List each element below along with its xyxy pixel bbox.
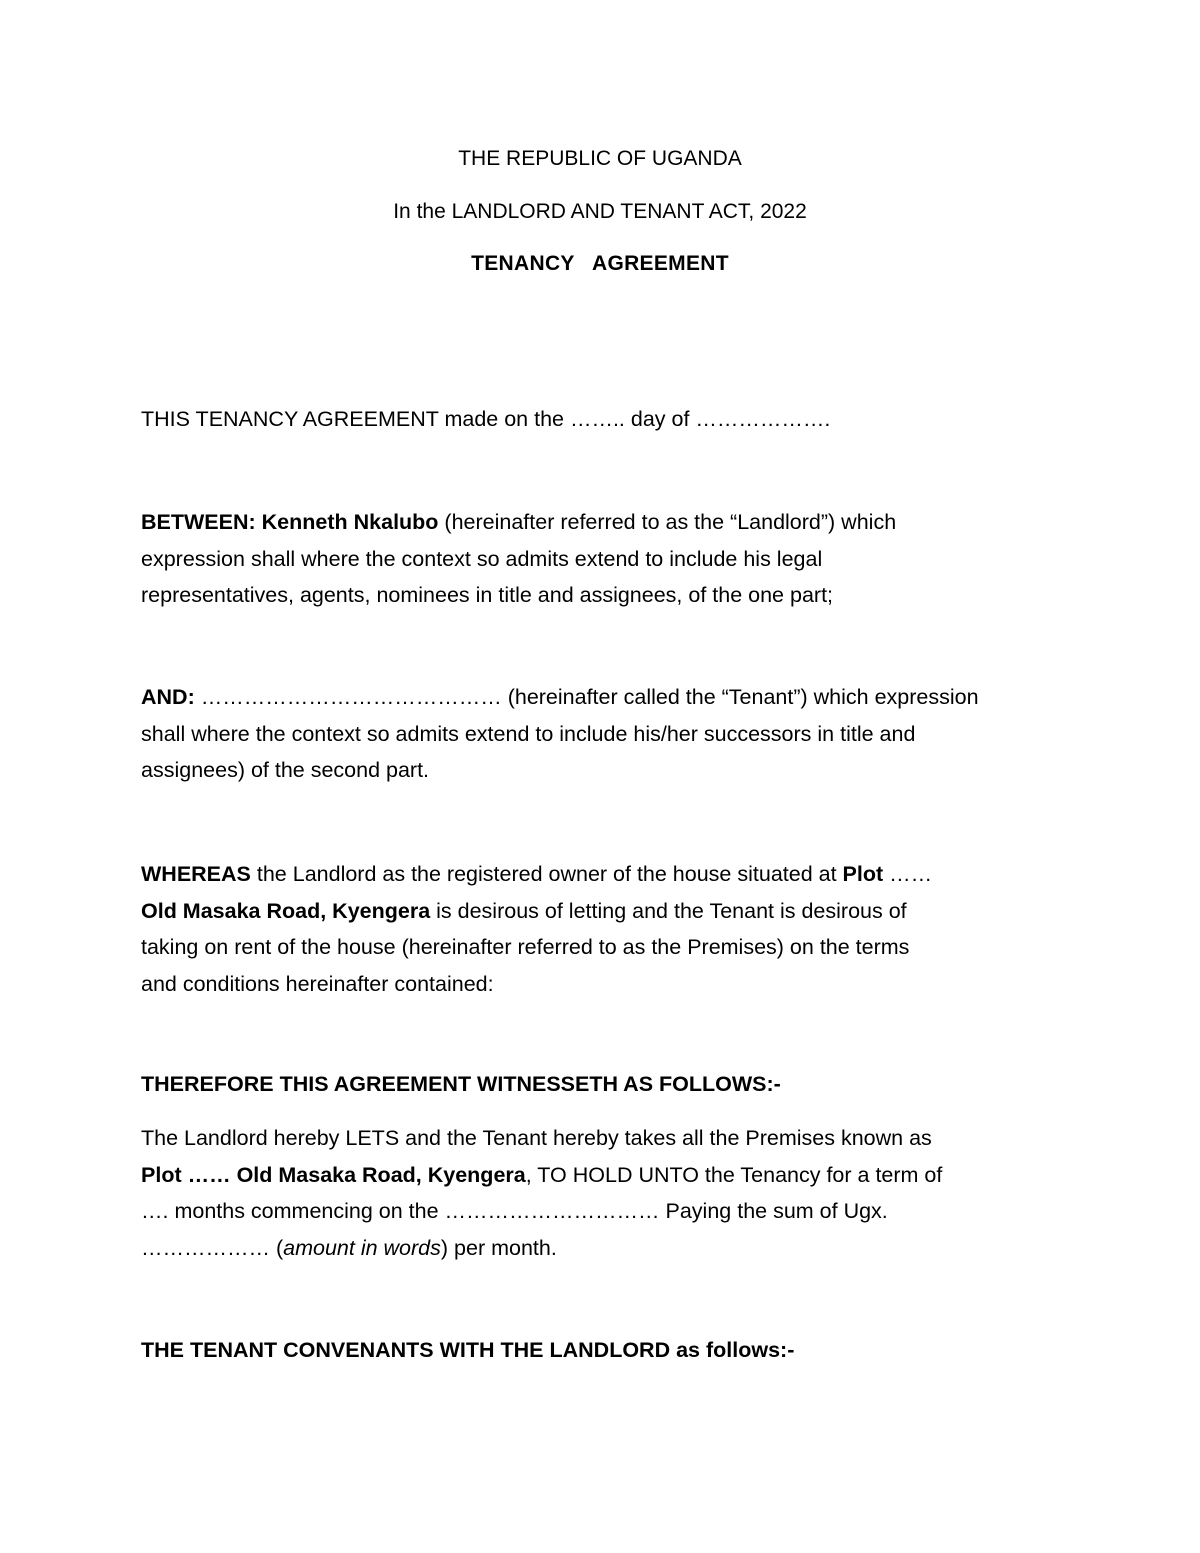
whereas-plot-label: Plot — [842, 862, 884, 886]
header-act: In the LANDLORD AND TENANT ACT, 2022 — [393, 200, 807, 223]
therefore-heading: THEREFORE THIS AGREEMENT WITNESSETH AS FOLLOWS:- — [141, 1072, 781, 1096]
whereas-location: Old Masaka Road, Kyengera — [141, 898, 431, 923]
whereas-line-4: and conditions hereinafter contained: — [141, 971, 494, 996]
therefore-line-3: …. months commencing on the ………………………… Paying the sum of Ugx. — [141, 1199, 888, 1223]
and-line-1 — [141, 679, 1071, 716]
between-line-1 — [141, 504, 1071, 541]
whereas-line-1-end: …… — [883, 862, 933, 886]
whereas-line-2-rest: is desirous of letting and the Tenant is desirous of — [430, 898, 907, 923]
covenants-heading-main: THE TENANT CONVENANTS WITH THE LANDLORD — [141, 1338, 671, 1362]
between-paragraph — [141, 504, 1071, 614]
and-line-1-rest: …………………………………… (hereinafter called the “Tenant”) which expression — [194, 685, 979, 709]
therefore-line-4-start: ……………… ( — [141, 1235, 284, 1260]
and-paragraph — [141, 679, 1071, 789]
and-line-3: assignees) of the second part. — [141, 758, 430, 782]
whereas-line-3: taking on rent of the house (hereinafter referred to as the Premises) on the terms — [141, 935, 910, 959]
between-line-3: representatives, agents, nominees in title and assignees, of the one part; — [141, 583, 834, 607]
therefore-plot-dots: …… — [181, 1162, 237, 1187]
therefore-paragraph — [141, 1120, 1071, 1266]
covenants-heading — [141, 1332, 1071, 1369]
and-label: AND: — [141, 685, 195, 709]
therefore-line-4 — [141, 1230, 1071, 1267]
between-line-1-rest: (hereinafter referred to as the “Landlord”) which — [438, 510, 897, 534]
document-title: TENANCY AGREEMENT — [471, 252, 729, 275]
therefore-line-1: The Landlord hereby LETS and the Tenant hereby takes all the Premises known as — [141, 1126, 932, 1150]
between-label: BETWEEN: — [141, 510, 256, 534]
therefore-location: Old Masaka Road, Kyengera — [236, 1162, 526, 1187]
header-republic: THE REPUBLIC OF UGANDA — [458, 147, 742, 170]
covenants-heading-tail: as follows:- — [670, 1338, 795, 1362]
whereas-line-1 — [141, 856, 1071, 893]
between-line-2: expression shall where the context so admits extend to include his legal — [141, 546, 823, 571]
therefore-heading-block — [141, 1066, 1071, 1103]
whereas-paragraph — [141, 856, 1071, 1002]
whereas-line-1-mid: the Landlord as the registered owner of the house situated at — [250, 862, 843, 886]
amount-in-words: amount in words — [283, 1235, 441, 1260]
intro-text: THIS TENANCY AGREEMENT made on the …….. day of ………………. — [141, 407, 831, 431]
whereas-label: WHEREAS — [141, 862, 251, 886]
landlord-name: Kenneth Nkalubo — [261, 510, 439, 534]
therefore-plot-label: Plot — [141, 1162, 182, 1187]
and-line-2: shall where the context so admits extend to include his/her successors in title and — [141, 721, 916, 746]
whereas-line-2 — [141, 893, 1071, 930]
intro-paragraph — [141, 401, 1071, 438]
therefore-line-2-rest: , TO HOLD UNTO the Tenancy for a term of — [525, 1162, 943, 1187]
therefore-line-4-end: ) per month. — [440, 1235, 557, 1260]
covenants-heading-block — [141, 1332, 1071, 1369]
therefore-line-2 — [141, 1157, 1071, 1194]
